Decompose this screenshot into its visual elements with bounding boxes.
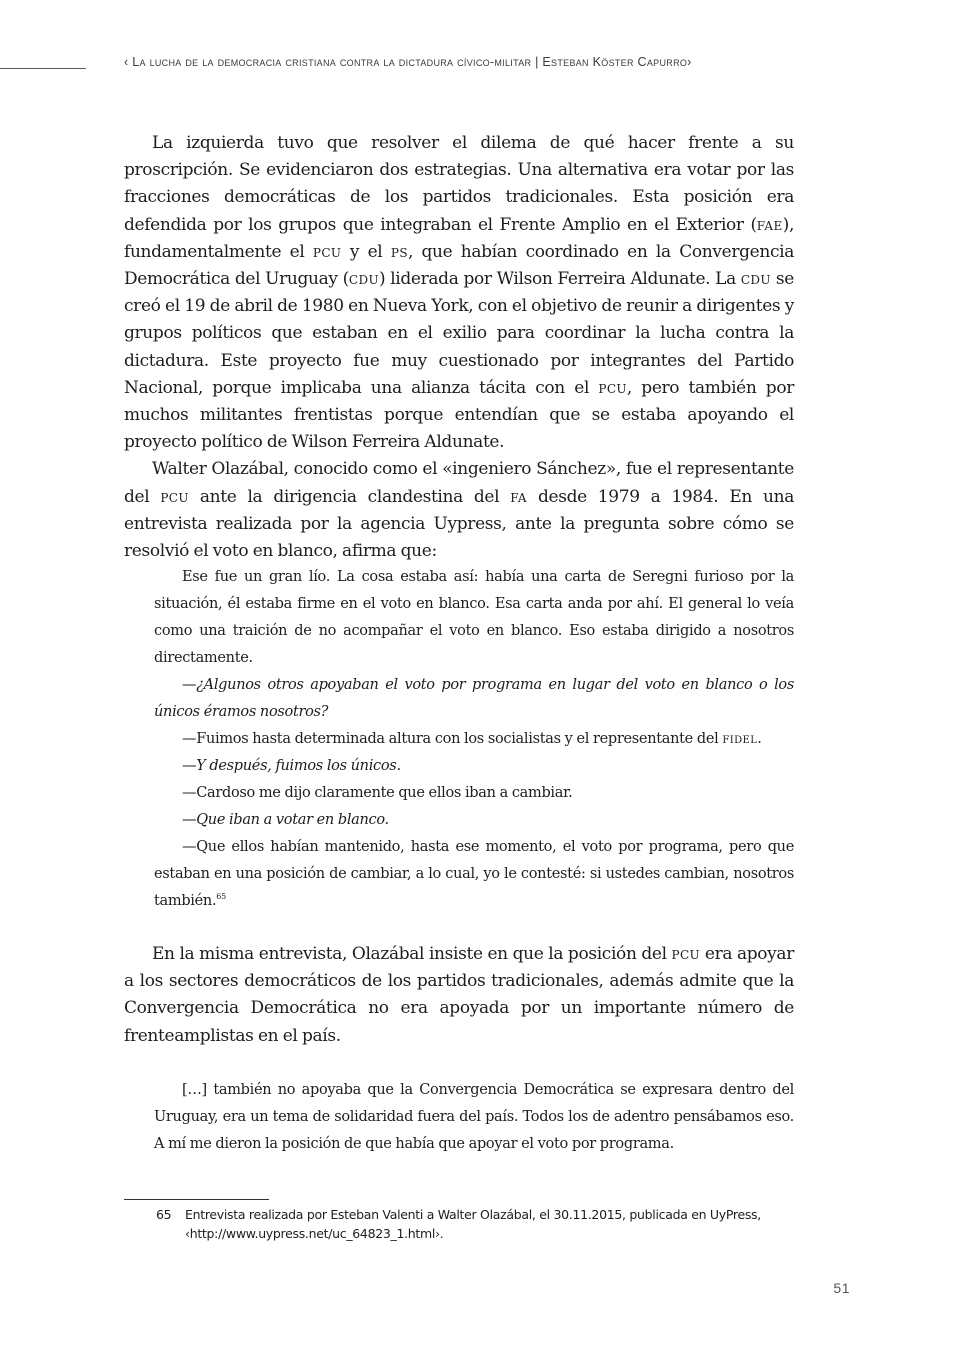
footnote-number: 65 [156,1207,172,1222]
footnote [124,1205,794,1243]
page-number: 51 [833,1280,850,1296]
body-section-1 [124,130,794,565]
abbr-fae: fae [756,214,783,235]
abbr-pcu: pcu [312,241,342,262]
abbr-ps: ps [390,241,408,262]
body-section-2 [124,941,794,1050]
running-header: ‹ La lucha de la democracia cristiana contra la dictadura cívico-militar | Esteban Köster Capurro› [124,55,692,69]
footnote-rule [124,1199,269,1200]
quote-line: —Cardoso me dijo claramente que ellos iban a cambiar. [182,785,573,801]
quote-question: —Y después, fuimos los únicos. [182,758,401,774]
abbr-pcu: pcu [160,486,189,507]
quote-line: —Que ellos habían mantenido, hasta ese momento, el voto por programa, pero que estaban en una posición de cambiar, a lo cual, yo le contesté: si ustedes cambian, nosotros también.$^{65}$ [154,839,794,909]
abbr-pcu: pcu [598,377,627,398]
footnote-text: Entrevista realizada por Esteban Valenti a Walter Olazábal, el 30.11.2015, publicada en UyPress, ‹http://www.uypress.net/uc_64823_1.html›. [185,1207,761,1241]
abbr-fa: fa [510,486,527,507]
abbr-fidel: fidel [722,731,758,747]
quote-line: —Fuimos hasta determinada altura con los socialistas y el representante del fidel. [182,731,762,747]
block-quote-2 [154,1077,794,1158]
abbr-cdu: cdu [348,269,379,290]
paragraph-1: La izquierda tuvo que resolver el dilema de qué hacer frente a su proscripción. Se evidenciaron dos estrategias. Una alternativa era votar por las fracciones democráticas de los partidos tradicionales. Esta posición era defendida por los grupos que integraban el Frente Amplio en el Exterior (fae), fundamentalmente el pcu y el ps, que habían coordinado en la Convergencia Democrática del Uruguay (cdu) liderada por Wilson Ferreira Aldunate. La cdu se creó el 19 de abril de 1980 en Nueva York, con el objetivo de reunir a dirigentes y grupos políticos que estaban en el exilio para coordinar la lucha contra la dictadura. Este proyecto fue muy cuestionado por integrantes del Partido Nacional, porque implicaba una alianza tácita con el pcu, pero también por muchos militantes frentistas porque entendían que se estaba apoyando el proyecto político de Wilson Ferreira Aldunate. [124,133,795,453]
header-rule [0,68,86,69]
quote-line: […] también no apoyaba que la Convergencia Democrática se expresara dentro del Uruguay, era un tema de solidaridad fuera del país. Todos los de adentro pensábamos eso. A mí me dieron la posición de que había que apoyar el voto por programa. [154,1082,794,1152]
abbr-cdu: cdu [740,269,771,290]
paragraph-3: En la misma entrevista, Olazábal insiste en que la posición del pcu era apoyar a los sectores democráticos de los partidos tradicionales, además admite que la Convergencia Democrática no era apoyada por un importante número de frenteamplistas en el país. [124,944,794,1046]
quote-question: —¿Algunos otros apoyaban el voto por programa en lugar del voto en blanco o los únicos éramos nosotros? [154,677,794,720]
abbr-pcu: pcu [671,944,701,964]
paragraph-2: Walter Olazábal, conocido como el «ingeniero Sánchez», fue el representante del pcu ante la dirigencia clandestina del fa desde 1979 a 1984. En una entrevista realizada por la agencia Uypress, ante la pregunta sobre cómo se resolvió el voto en blanco, afirma que: [124,459,794,562]
quote-line: Ese fue un gran lío. La cosa estaba así: había una carta de Seregni furioso por la situación, él estaba firme en el voto en blanco. Esa carta anda por ahí. El general lo veía como una traición de no acompañar el voto en blanco. Eso estaba dirigido a nosotros directamente. [154,569,794,666]
quote-question: —Que iban a votar en blanco. [182,812,389,828]
footnote-ref[interactable]: 65 [216,892,226,901]
interview-quote [154,564,794,915]
